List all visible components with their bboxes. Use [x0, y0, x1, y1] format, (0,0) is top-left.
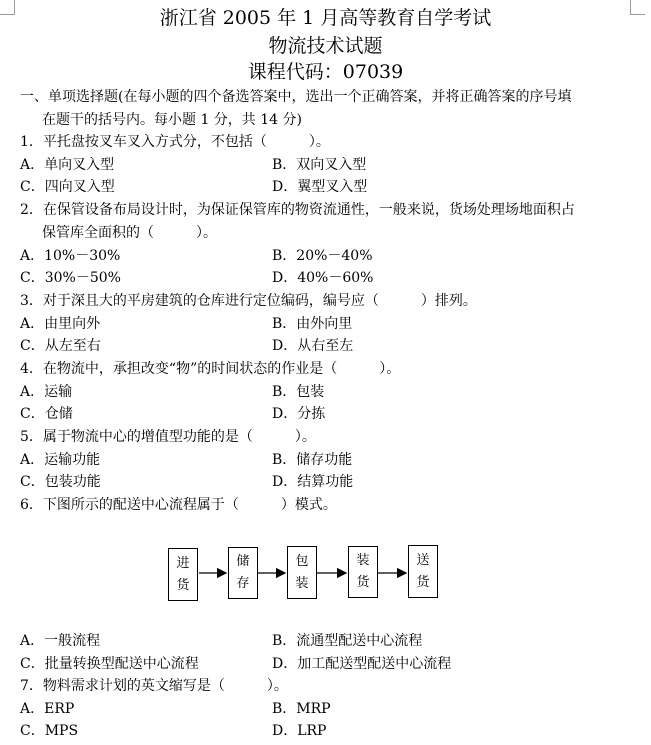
question-7-option-d: D．LRP [272, 723, 327, 739]
section-heading-cont: 在题干的括号内。每小题 1 分，共 14 分) [42, 112, 302, 128]
question-6-option-d: D．加工配送型配送中心流程 [272, 656, 452, 672]
question-6-option-c: C．批量转换型配送中心流程 [20, 656, 199, 672]
question-4-option-a: A．运输 [20, 384, 73, 400]
question-4-option-b: B．包装 [272, 384, 325, 400]
question-5-option-c: C．包装功能 [20, 474, 101, 490]
question-7-option-a: A．ERP [20, 701, 75, 717]
question-2-option-c: C．30%－50% [20, 270, 121, 286]
question-1-option-d: D．翼型叉入型 [272, 179, 368, 195]
question-3-option-b: B．由外向里 [272, 316, 353, 332]
subject-title: 物流技术试题 [268, 35, 383, 57]
question-1-option-a: A．单向叉入型 [20, 157, 115, 173]
question-4-stem: 4．在物流中，承担改变“物”的时间状态的作业是（ ）。 [20, 361, 401, 377]
question-3-stem: 3．对于深且大的平房建筑的仓库进行定位编码，编号应（ ）排列。 [20, 293, 477, 309]
question-2-option-b: B．20%－40% [272, 248, 373, 264]
question-7-stem: 7．物料需求计划的英文缩写是（ ）。 [20, 678, 288, 694]
question-2-option-d: D．40%－60% [272, 270, 374, 286]
question-1-stem: 1．平托盘按叉车叉入方式分，不包括（ ）。 [20, 134, 330, 150]
question-3-option-c: C．从左至右 [20, 338, 101, 354]
question-2-stem-cont: 保管库全面积的（ ）。 [42, 225, 217, 241]
question-4-option-c: C．仓储 [20, 406, 73, 422]
flow-step-loading: 装货 [348, 546, 378, 598]
question-1-option-c: C．四向叉入型 [20, 179, 115, 195]
question-7-option-c: C．MPS [20, 723, 79, 739]
question-5-option-d: D．结算功能 [272, 474, 354, 490]
question-3-option-d: D．从右至左 [272, 338, 354, 354]
question-6-stem: 6．下图所示的配送中心流程属于（ ）模式。 [20, 497, 337, 513]
exam-title: 浙江省 2005 年 1 月高等教育自学考试 [159, 7, 492, 29]
flow-step-storage: 储存 [228, 547, 258, 599]
question-7-option-b: B．MRP [272, 701, 331, 717]
question-6-option-a: A．一般流程 [20, 633, 101, 649]
question-4-option-d: D．分拣 [272, 406, 326, 422]
course-code: 课程代码：07039 [247, 61, 404, 83]
flow-step-receiving: 进货 [168, 548, 198, 601]
question-2-option-a: A．10%－30% [20, 248, 121, 264]
question-5-option-a: A．运输功能 [20, 452, 101, 468]
question-5-option-b: B．储存功能 [272, 452, 353, 468]
question-5-stem: 5．属于物流中心的增值型功能的是（ ）。 [20, 429, 316, 445]
flow-step-delivery: 送货 [408, 545, 438, 598]
flow-step-packaging: 包装 [287, 546, 317, 599]
question-2-stem: 2．在保管设备布局设计时，为保证保管库的物资流通性，一般来说，货场处理场地面积占 [20, 202, 575, 218]
question-6-option-b: B．流通型配送中心流程 [272, 633, 423, 649]
section-heading: 一、单项选择题(在每小题的四个备选答案中，选出一个正确答案，并将正确答案的序号填 [20, 89, 572, 105]
question-3-option-a: A．由里向外 [20, 316, 101, 332]
question-1-option-b: B．双向叉入型 [272, 157, 367, 173]
